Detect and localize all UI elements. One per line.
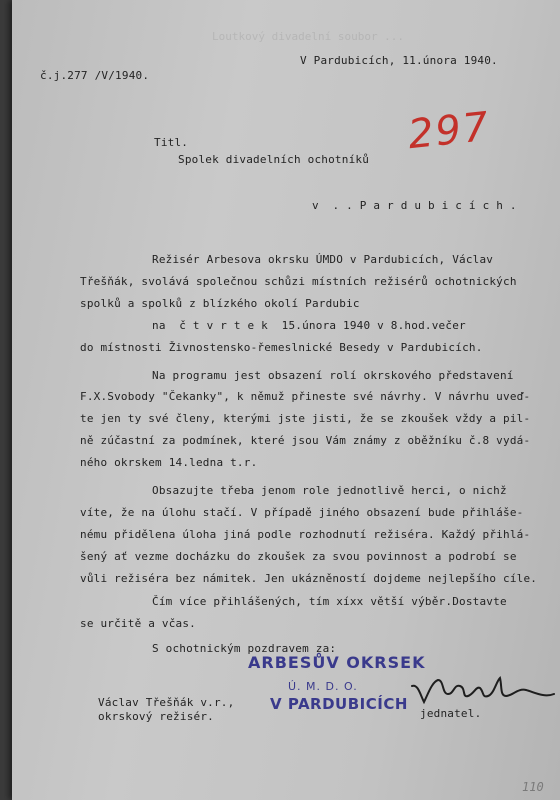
body-line-13: nému přidělena úloha jiná podle rozhodnutí režiséra. Každý přihlá- [80,528,531,541]
signatory-role: okrskový režisér. [98,710,214,723]
body-line-6: Na programu jest obsazení rolí okrskového představení [152,369,514,382]
body-line-16: Čím více přihlášených, tím xíxx větší výběr.Dostavte [152,595,507,608]
body-line-17: se určitě a včas. [80,617,196,630]
seal-line-3: V PARDUBICÍCH [270,695,408,713]
body-line-11: Obsazujte třeba jenom role jednotlivě herci, o nichž [152,484,507,497]
body-line-5: do místnosti Živnostensko-řemeslnické Besedy v Pardubicích. [80,341,483,354]
seal-line-2: Ú. M. D. O. [288,680,358,693]
body-line-4: na č t v r t e k 15.února 1940 v 8.hod.večer [152,319,466,332]
faint-letterhead: Loutkový divadelní soubor ... [212,30,405,43]
place-date: V Pardubicích, 11.února 1940. [300,54,498,67]
body-line-8: te jen ty své členy, kterými jste jisti, že se zkoušek vždy a pil- [80,412,531,425]
body-line-15: vůli režiséra bez námitek. Jen ukázněností dojdeme nejlepšího cíle. [80,572,538,585]
body-line-7: F.X.Svobody "Čekanky", k němuž přineste své návrhy. V návrhu uveď- [80,390,531,403]
reference-number: č.j.277 /V/1940. [40,69,150,82]
signatory-name: Václav Třešňák v.r., [98,696,235,709]
closing-greeting: S ochotnickým pozdravem za: [152,642,337,655]
body-line-2: Třešňák, svolává společnou schůzi místních režisérů ochotnických [80,275,517,288]
document-page [12,0,560,800]
body-line-14: šený ať vezme docházku do zkoušek za svou povinnost a podrobí se [80,550,517,563]
seal-line-1: ARBESŮV OKRSEK [248,653,426,672]
handwritten-signature [408,672,558,712]
address-recipient: Spolek divadelních ochotníků [178,153,370,166]
body-line-10: ného okrskem 14.ledna t.r. [80,456,258,469]
body-line-9: ně zúčastní za podmínek, které jsou Vám známy z oběžníku č.8 vydá- [80,434,531,447]
address-titl: Titl. [154,136,189,149]
register-number: 297 [405,103,493,159]
corner-note: 110 [522,780,544,794]
body-line-1: Režisér Arbesova okrsku ÚMDO v Pardubicích, Václav [152,253,494,266]
body-line-12: víte, že na úlohu stačí. V případě jiného obsazení bude přihláše- [80,506,524,519]
secretary-role: jednatel. [420,707,482,720]
body-line-3: spolků a spolků z blízkého okolí Pardubic [80,297,360,310]
address-city: v . . P a r d u b i c í c h . [312,199,517,212]
